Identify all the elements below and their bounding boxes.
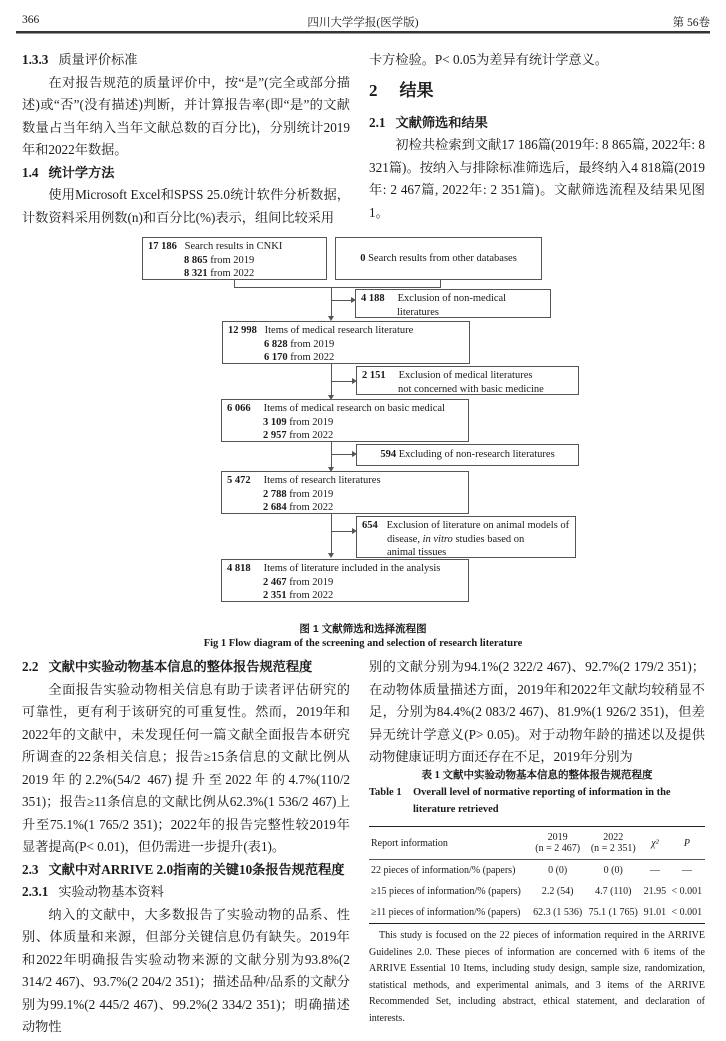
connector (331, 442, 332, 468)
header-n: (n = 2 467) (535, 843, 581, 854)
label: Items of medical research on basic medical (263, 403, 445, 414)
arrow-down-icon (328, 553, 334, 558)
count: 594 (380, 449, 397, 460)
flow-box-exclude-4 (356, 516, 576, 558)
count: 17 186 (148, 241, 177, 252)
paragraph: 使用Microsoft Excel和SPSS 25.0统计软件分析数据，计数资料采用例数(n)和百分比(%)表示，组间比较采用 (22, 187, 350, 225)
label: from 2019 (289, 488, 334, 500)
left-column-bottom (22, 656, 350, 1039)
label: from 2019 (289, 576, 334, 588)
table-caption-en (369, 784, 705, 818)
label: Items of research literatures (263, 475, 381, 486)
section-number: 1.4 (22, 164, 39, 180)
connector (234, 280, 235, 287)
count: 8 321 (184, 268, 208, 279)
count: 2 788 (263, 488, 287, 500)
table-cell: < 0.001 (671, 886, 703, 897)
data-table (369, 826, 705, 924)
table-row (369, 860, 705, 882)
count: 2 957 (263, 430, 287, 441)
label: Exclusion of non-medical (397, 293, 507, 304)
label: Search results in CNKI (184, 241, 283, 252)
table-cell: 62.3 (1 536) (533, 907, 583, 918)
count: 4 818 (227, 563, 251, 574)
count: 6 066 (227, 403, 251, 414)
section-title: 统计学方法 (48, 164, 115, 180)
label: from 2022 (289, 590, 334, 601)
table-cell: 22 pieces of information/% (papers) (371, 865, 516, 876)
count: 2 684 (263, 502, 287, 513)
paragraph: 卡方检验。P< 0.05为差异有统计学意义。 (369, 52, 608, 67)
section-1-4-heading (22, 162, 350, 185)
section-number: 2.3.1 (22, 884, 49, 899)
section-title: 结果 (399, 80, 434, 100)
label: from 2022 (210, 268, 255, 279)
flow-box-research (221, 471, 469, 514)
paragraph: 别的文献分别为94.1%(2 322/2 467)、92.7%(2 179/2 351)；在动物体质量描述方面，2019年和2022年文献均较稍显不足，分别为84.4%(2 083/2 467)、81.9%(1 926/2 351)，但差异无统计学意义(P> 0.05)。对于动物年龄的描述以及提供动物健康证明方面还存在不足，2019年分别为 (369, 659, 705, 764)
table-cell: < 0.001 (671, 907, 703, 918)
flow-box-cnki (142, 237, 327, 280)
header-rule (16, 31, 710, 34)
count: 2 151 (362, 370, 386, 381)
count: 12 998 (228, 325, 257, 336)
connector (331, 364, 332, 396)
section-title: 文献中对ARRIVE 2.0指南的关键10条报告规范程度 (48, 861, 345, 877)
table-caption-cn: 表 1 文献中实验动物基本信息的整体报告规范程度 (421, 770, 653, 781)
connector (331, 514, 332, 554)
count: 0 (360, 253, 366, 264)
paragraph: 在对报告规范的质量评价中，按“是”(完全或部分描述)或“否”(没有描述)判断，并计算报告率(即“是”的文献数量占当年纳入当年文献总数的百分比)，分别统计2019年和2022年数据。 (22, 74, 350, 157)
table-1 (369, 767, 705, 1027)
table-label: Table 1 (369, 787, 402, 798)
label: not concerned with basic medicine (398, 383, 544, 395)
col-header (585, 827, 641, 860)
label: Items of literature included in the analysis (263, 563, 441, 574)
connector (440, 280, 441, 287)
section-number: 2.2 (22, 659, 39, 674)
section-number: 2.3 (22, 861, 39, 877)
section-2-1-heading (369, 112, 705, 135)
section-number: 1.3.3 (22, 52, 49, 67)
figure-caption-cn: 图 1 文献筛选和选择流程图 (299, 623, 427, 635)
label: from 2019 (289, 416, 334, 428)
count: 5 472 (227, 475, 251, 486)
figure-caption-en: Fig 1 Flow diagram of the screening and selection of research literature (203, 638, 523, 649)
label: Items of medical research literature (264, 325, 414, 336)
flow-box-medical (222, 321, 470, 364)
col-header: P (683, 837, 690, 849)
section-number: 2 (369, 80, 378, 100)
count: 4 188 (361, 293, 385, 304)
flow-box-exclude-3 (356, 444, 579, 466)
label: literatures (397, 306, 439, 318)
table-cell: ≥11 pieces of information/% (papers) (371, 907, 521, 918)
table-cell: 2.2 (54) (541, 886, 574, 897)
connector (234, 287, 441, 288)
label: from 2022 (289, 502, 334, 513)
table-row (369, 881, 705, 902)
section-title: 实验动物基本资料 (58, 884, 164, 899)
table-cell: 4.7 (110) (595, 886, 632, 897)
section-title: 质量评价标准 (58, 52, 138, 67)
label: Exclusion of medical literatures (398, 370, 533, 381)
section-title: 文献中实验动物基本信息的整体报告规范程度 (48, 659, 313, 674)
table-cell: 21.95 (643, 886, 667, 897)
paragraph: 初检共检索到文献17 186篇(2019年: 8 865篇, 2022年: 8 321篇)。按纳入与排除标准筛选后，最终纳入4 818篇(2019年: 2 467篇, 2022年: 2 351篇)。文献筛选流程及结果见图1。 (369, 137, 705, 220)
table-cell: 75.1 (1 765) (588, 907, 638, 918)
connector (331, 381, 353, 382)
count: 6 828 (264, 338, 288, 350)
flow-box-basic-medical (221, 399, 469, 442)
page-number: 366 (22, 14, 40, 26)
col-header (530, 827, 586, 860)
table-cell: 0 (0) (548, 865, 568, 876)
section-2-heading (369, 78, 705, 104)
count: 8 865 (184, 254, 208, 266)
paragraph: 全面报告实验动物相关信息有助于读者评估研究的可靠性，更有利于该研究的可重复性。然而，2019年和2022年的文献中，未发现任何一篇文献全面报告本研究所调查的22条相关信息；报告≥15条信息的文献比例从2019年的2.2%(54/2 467)提升至2022年的4.7%(110/2 351)；报告≥11条信息的文献比例从62.3%(1 536/2 467)上升至75.1%(1 765/2 351)；2022年的报告完整性较2019年显著提高(P< 0.01)，但仍需进一步提升(表1)。 (22, 681, 350, 854)
right-column-top (369, 49, 705, 224)
table-cell: ≥15 pieces of information/% (papers) (371, 886, 521, 897)
label: studies based on (452, 533, 525, 545)
table-cell: 0 (0) (603, 865, 623, 876)
journal-title: 四川大学学报(医学版) (307, 17, 419, 29)
label: from 2022 (290, 352, 335, 363)
label: from 2019 (210, 254, 255, 266)
count: 3 109 (263, 416, 287, 428)
label: animal tissues (387, 547, 447, 558)
volume-label: 第 56卷 (672, 17, 710, 29)
section-2-3-1-heading (22, 881, 350, 904)
flow-box-exclude-2 (356, 366, 579, 395)
label-italic: in vitro (422, 533, 453, 545)
table-title: Overall level of normative reporting of information in the literature retrieved (413, 787, 671, 815)
col-header: Report information (371, 837, 448, 849)
connector (331, 454, 353, 455)
header-year: 2019 (547, 832, 568, 843)
count: 2 467 (263, 576, 287, 588)
connector (331, 287, 332, 317)
right-column-bottom (369, 656, 705, 769)
table-cell: — (649, 865, 660, 876)
table-cell: — (681, 865, 692, 876)
section-2-2-heading (22, 656, 350, 679)
label: Excluding of non-research literatures (398, 449, 555, 460)
label: disease, (387, 533, 423, 545)
connector (331, 300, 351, 301)
flow-box-exclude-1 (355, 289, 551, 318)
table-cell: 91.01 (643, 907, 667, 918)
count: 2 351 (263, 590, 287, 601)
section-title: 文献筛选和结果 (395, 114, 488, 130)
table-note: This study is focused on the 22 pieces of information required in the ARRIVE Guidelines 2.0. These pieces of information are concerned with 6 items of the ARRIVE Essential 10 Items, including study design, sample size, randomization, statistical methods, and experimental animals, and 3 items of the ARRIVE Recommended Set, including abstract, ethical statement, and declaration of interests. (369, 930, 705, 1024)
header-n: (n = 2 351) (590, 843, 636, 854)
paragraph: 纳入的文献中，大多数报告了实验动物的品系、性别、体质量和来源，但部分关键信息仍有缺失。2019年和2022年明确报告实验动物来源的文献分别为93.8%(2 314/2 467)、93.7%(2 204/2 351)；描述品种/品系的文献分别为99.1%(2 445/2 467)、99.2%(2 334/2 351)；明确描述动物性 (22, 906, 350, 1034)
table-row (369, 902, 705, 924)
label: from 2019 (290, 338, 335, 350)
header-year: 2022 (603, 832, 624, 843)
label: from 2022 (289, 430, 334, 441)
connector (331, 531, 353, 532)
left-column-top (22, 49, 350, 229)
label: Search results from other databases (368, 253, 517, 264)
flow-box-other-db (335, 237, 542, 280)
count: 654 (362, 520, 378, 531)
section-number: 2.1 (369, 114, 386, 130)
col-header: χ² (651, 837, 659, 849)
section-1-3-3-heading (22, 49, 350, 72)
label: Exclusion of literature on animal models of (386, 520, 570, 531)
flow-box-included (221, 559, 469, 602)
section-2-3-heading (22, 859, 350, 882)
count: 6 170 (264, 352, 288, 363)
